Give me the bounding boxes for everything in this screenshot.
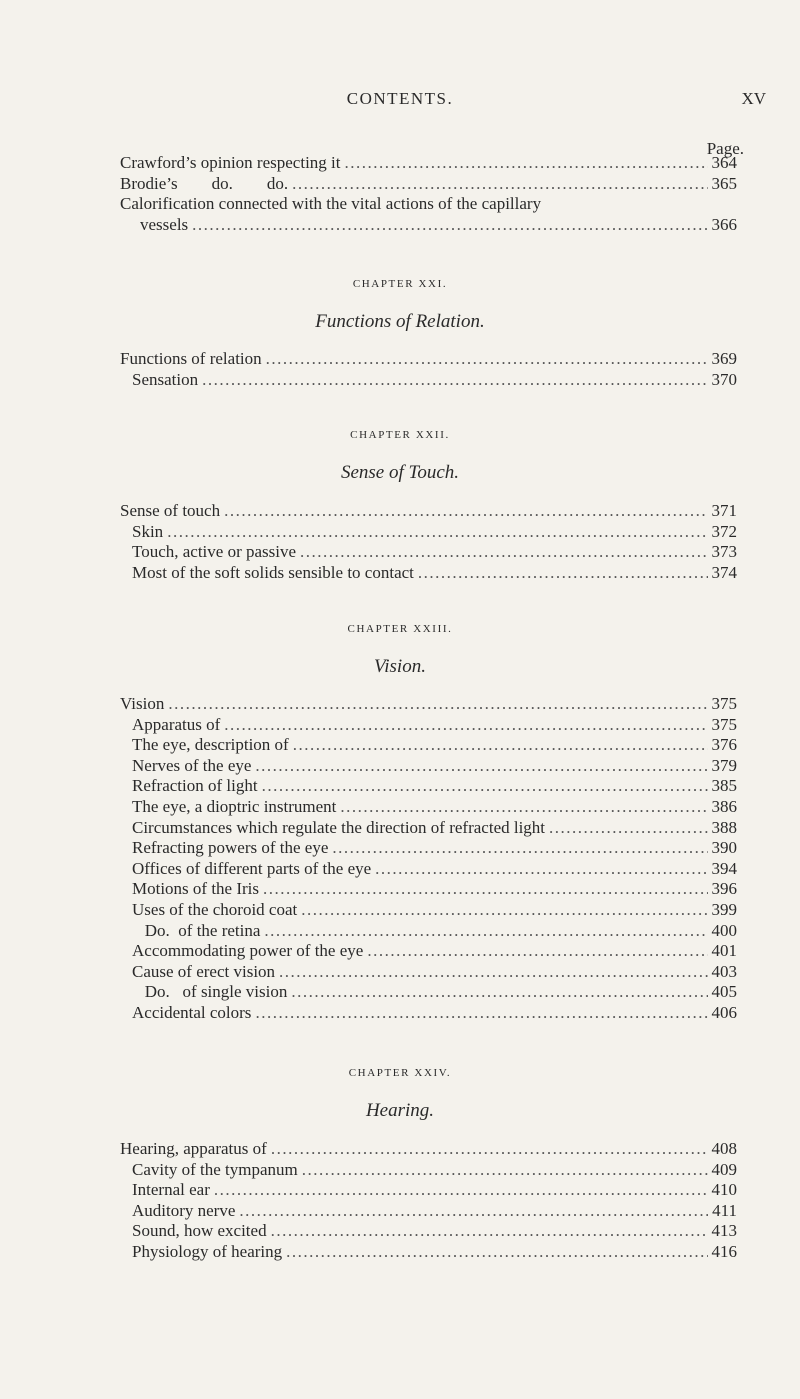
dot-leader (167, 522, 707, 543)
dot-leader (263, 879, 707, 900)
dot-leader (255, 1003, 707, 1024)
chapter-title: Functions of Relation. (315, 311, 485, 332)
toc-entry (120, 370, 737, 391)
entry-label: Physiology of hearing (132, 1241, 283, 1261)
entry-page-number: 409 (711, 1159, 737, 1179)
entry-page-number: 379 (711, 755, 737, 775)
entry-label: Brodie’s do. do. (120, 173, 289, 193)
entry-label: Sense of touch (120, 501, 221, 520)
entry-label-line2-row (120, 215, 737, 236)
toc-entry (120, 879, 737, 900)
toc-entry (120, 1201, 737, 1222)
dot-leader (266, 349, 708, 370)
entry-label: Cause of erect vision (132, 961, 276, 981)
entry-page-number: 410 (711, 1180, 737, 1200)
entry-page-number: 364 (711, 153, 737, 172)
toc-entry (120, 756, 737, 777)
dot-leader (264, 921, 707, 942)
dot-leader (214, 1180, 708, 1201)
entry-label: Refraction of light (132, 776, 258, 796)
toc-entry (120, 563, 737, 584)
entry-page-number: 385 (711, 776, 737, 796)
toc-entry (120, 838, 737, 859)
chapter-heading: CHAPTER XXII. (350, 429, 450, 441)
entry-label: Cavity of the tympanum (132, 1159, 298, 1179)
entry-page-number: 375 (711, 694, 737, 713)
chapter-heading: CHAPTER XXI. (352, 278, 448, 290)
toc-entry (120, 1160, 737, 1181)
entry-page-number: 405 (711, 982, 737, 1002)
toc-entry (120, 982, 737, 1003)
toc-entry (120, 1180, 737, 1201)
toc-entry (120, 174, 737, 195)
entry-list-chapter-xxiii (120, 694, 737, 1024)
entry-page-number: 372 (711, 521, 737, 541)
entry-label: Sound, how excited (132, 1221, 267, 1241)
entry-page-number: 406 (711, 1002, 737, 1022)
toc-entry (120, 542, 737, 563)
dot-leader (168, 694, 707, 715)
running-head (0, 89, 800, 115)
entry-page-number: 370 (711, 369, 737, 389)
entry-page-number: 396 (711, 879, 737, 899)
dot-leader (332, 838, 707, 859)
toc-entry (120, 349, 737, 370)
dot-leader (549, 818, 707, 839)
dot-leader (279, 962, 707, 983)
entry-label: The eye, a dioptric instrument (132, 796, 337, 816)
entry-page-number: 365 (711, 173, 737, 193)
entry-list-chapter-xxi (120, 349, 737, 390)
entry-label: Touch, active or passive (132, 542, 297, 562)
entry-label: Functions of relation (120, 349, 262, 368)
entry-page-number: 374 (711, 562, 737, 582)
entry-page-number: 394 (711, 858, 737, 878)
entry-label: Refracting powers of the eye (132, 838, 329, 858)
entry-page-number: 403 (711, 961, 737, 981)
entry-label: Hearing, apparatus of (120, 1139, 267, 1158)
toc-entry (120, 501, 737, 522)
toc-entry (120, 859, 737, 880)
toc-entry (120, 522, 737, 543)
entry-label: Apparatus of (132, 714, 221, 734)
entry-page-number: 366 (711, 214, 737, 234)
entry-label: Offices of different parts of the eye (132, 858, 372, 878)
entry-label: Do. of single vision (132, 982, 288, 1002)
toc-entry (120, 776, 737, 797)
entry-page-number: 369 (711, 349, 737, 368)
entry-page-number: 373 (711, 542, 737, 562)
entry-page-number: 386 (711, 796, 737, 816)
chapter-title: Sense of Touch. (340, 462, 460, 483)
entry-label: Vision (120, 694, 165, 713)
entry-label: Crawford’s opinion respecting it (120, 153, 341, 172)
entry-page-number: 408 (711, 1139, 737, 1158)
dot-leader (239, 1201, 708, 1222)
toc-entry (120, 797, 737, 818)
entry-page-number: 401 (711, 941, 737, 961)
dot-leader (224, 501, 707, 522)
entry-page-number: 390 (711, 838, 737, 858)
toc-entry (120, 818, 737, 839)
toc-entry (120, 715, 737, 736)
running-head-title: CONTENTS. (346, 89, 454, 108)
chapter-title: Vision. (374, 656, 426, 677)
dot-leader (302, 1160, 708, 1181)
page-column-label: Page. (706, 139, 744, 158)
entry-label-line2: vessels (140, 214, 189, 234)
dot-leader (418, 563, 708, 584)
entry-label: Circumstances which regulate the direction of refracted light (132, 817, 546, 837)
entry-label: Accidental colors (132, 1002, 252, 1022)
dot-leader (367, 941, 707, 962)
entry-list-chapter-xxii (120, 501, 737, 583)
dot-leader (293, 735, 708, 756)
entry-page-number: 400 (711, 920, 737, 940)
entry-page-number: 413 (711, 1221, 737, 1241)
chapter-heading: CHAPTER XXIII. (347, 623, 453, 635)
dot-leader (192, 215, 707, 236)
entry-label: Auditory nerve (132, 1200, 236, 1220)
entry-label: The eye, description of (132, 735, 289, 755)
entry-list-opening (120, 153, 737, 235)
toc-entry-wrapped (120, 194, 737, 235)
running-head-page-numeral: XV (741, 89, 766, 108)
entry-label: Do. of the retina (132, 920, 261, 940)
entry-label: Sensation (132, 369, 199, 389)
dot-leader (340, 797, 707, 818)
toc-entry (120, 941, 737, 962)
toc-entry (120, 153, 737, 174)
dot-leader (300, 542, 707, 563)
toc-entry (120, 900, 737, 921)
chapter-title: Hearing. (365, 1100, 435, 1121)
entry-label: Uses of the choroid coat (132, 899, 298, 919)
entry-page-number: 399 (711, 899, 737, 919)
dot-leader (271, 1221, 708, 1242)
entry-label-line1: Calorification connected with the vital actions of the capillary (120, 194, 542, 214)
entry-label: Nerves of the eye (132, 755, 252, 775)
dot-leader (202, 370, 707, 391)
dot-leader (291, 982, 707, 1003)
entry-label: Skin (132, 521, 164, 541)
entry-label: Internal ear (132, 1180, 210, 1200)
entry-label: Accommodating power of the eye (132, 941, 364, 961)
chapter-heading: CHAPTER XXIV. (348, 1067, 452, 1079)
entry-page-number: 388 (711, 817, 737, 837)
dot-leader (224, 715, 707, 736)
entry-page-number: 375 (711, 714, 737, 734)
dot-leader (375, 859, 707, 880)
entry-label: Motions of the Iris (132, 879, 260, 899)
toc-entry (120, 962, 737, 983)
entry-page-number: 411 (712, 1200, 737, 1220)
toc-entry (120, 1003, 737, 1024)
entry-page-number: 371 (711, 501, 737, 520)
entry-label: Most of the soft solids sensible to contact (132, 562, 414, 582)
dot-leader (271, 1139, 708, 1160)
dot-leader (262, 776, 708, 797)
toc-entry (120, 1242, 737, 1263)
entry-list-chapter-xxiv (120, 1139, 737, 1263)
entry-page-number: 416 (711, 1241, 737, 1261)
toc-entry (120, 735, 737, 756)
toc-entry (120, 1221, 737, 1242)
dot-leader (255, 756, 707, 777)
dot-leader (286, 1242, 707, 1263)
toc-entry (120, 921, 737, 942)
dot-leader (301, 900, 707, 921)
entry-page-number: 376 (711, 735, 737, 755)
dot-leader (345, 153, 708, 174)
dot-leader (292, 174, 707, 195)
toc-entry (120, 1139, 737, 1160)
toc-entry (120, 694, 737, 715)
